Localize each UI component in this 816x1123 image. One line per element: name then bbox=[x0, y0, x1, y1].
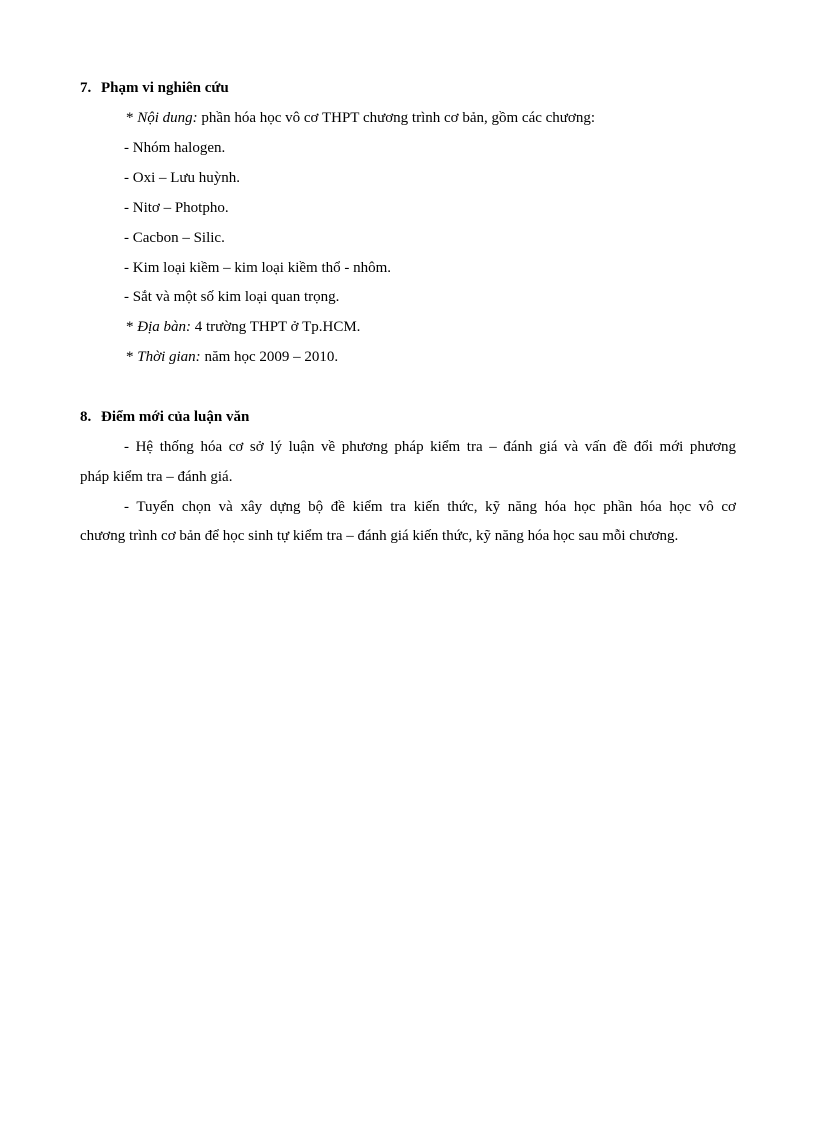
chapter-item: - Nhóm halogen. bbox=[124, 140, 226, 156]
location-text: 4 trường THPT ở Tp.HCM. bbox=[191, 319, 361, 335]
paragraph-2-line-1: - Tuyển chọn và xây dựng bộ đề kiểm tra kiến thức, kỹ năng hóa học phần hóa học vô cơ bbox=[124, 499, 736, 515]
location-line bbox=[126, 317, 360, 337]
paragraph-1-line-1: - Hệ thống hóa cơ sở lý luận về phương pháp kiểm tra – đánh giá và vấn đề đổi mới phương bbox=[124, 439, 736, 455]
section-7-heading bbox=[80, 78, 229, 98]
location-label: Địa bàn: bbox=[137, 319, 191, 335]
time-line bbox=[126, 347, 338, 367]
section-8-number: 8. bbox=[80, 409, 92, 425]
chapter-item: - Kim loại kiềm – kim loại kiềm thổ - nhôm. bbox=[124, 260, 392, 276]
content-label: Nội dung: bbox=[137, 110, 198, 126]
section-8-heading bbox=[80, 407, 249, 427]
chapter-item: - Cacbon – Silic. bbox=[124, 230, 225, 246]
time-prefix: * bbox=[126, 349, 138, 365]
section-8-title: Điểm mới của luận văn bbox=[101, 409, 250, 425]
chapter-item: - Nitơ – Photpho. bbox=[124, 200, 229, 216]
content-text: phần hóa học vô cơ THPT chương trình cơ bản, gồm các chương: bbox=[197, 110, 596, 126]
time-text: năm học 2009 – 2010. bbox=[200, 349, 339, 365]
location-prefix: * bbox=[126, 319, 138, 335]
time-label: Thời gian: bbox=[137, 349, 201, 365]
section-7-title: Phạm vi nghiên cứu bbox=[101, 80, 229, 96]
content-scope-line bbox=[126, 108, 595, 128]
section-7-number: 7. bbox=[80, 80, 92, 96]
chapter-item: - Sắt và một số kim loại quan trọng. bbox=[124, 289, 340, 305]
content-prefix: * bbox=[126, 110, 138, 126]
paragraph-1-line-2: pháp kiểm tra – đánh giá. bbox=[80, 469, 233, 485]
chapter-item: - Oxi – Lưu huỳnh. bbox=[124, 170, 241, 186]
paragraph-2-line-2: chương trình cơ bản để học sinh tự kiểm tra – đánh giá kiến thức, kỹ năng hóa học sau mỗi chương. bbox=[80, 528, 679, 544]
